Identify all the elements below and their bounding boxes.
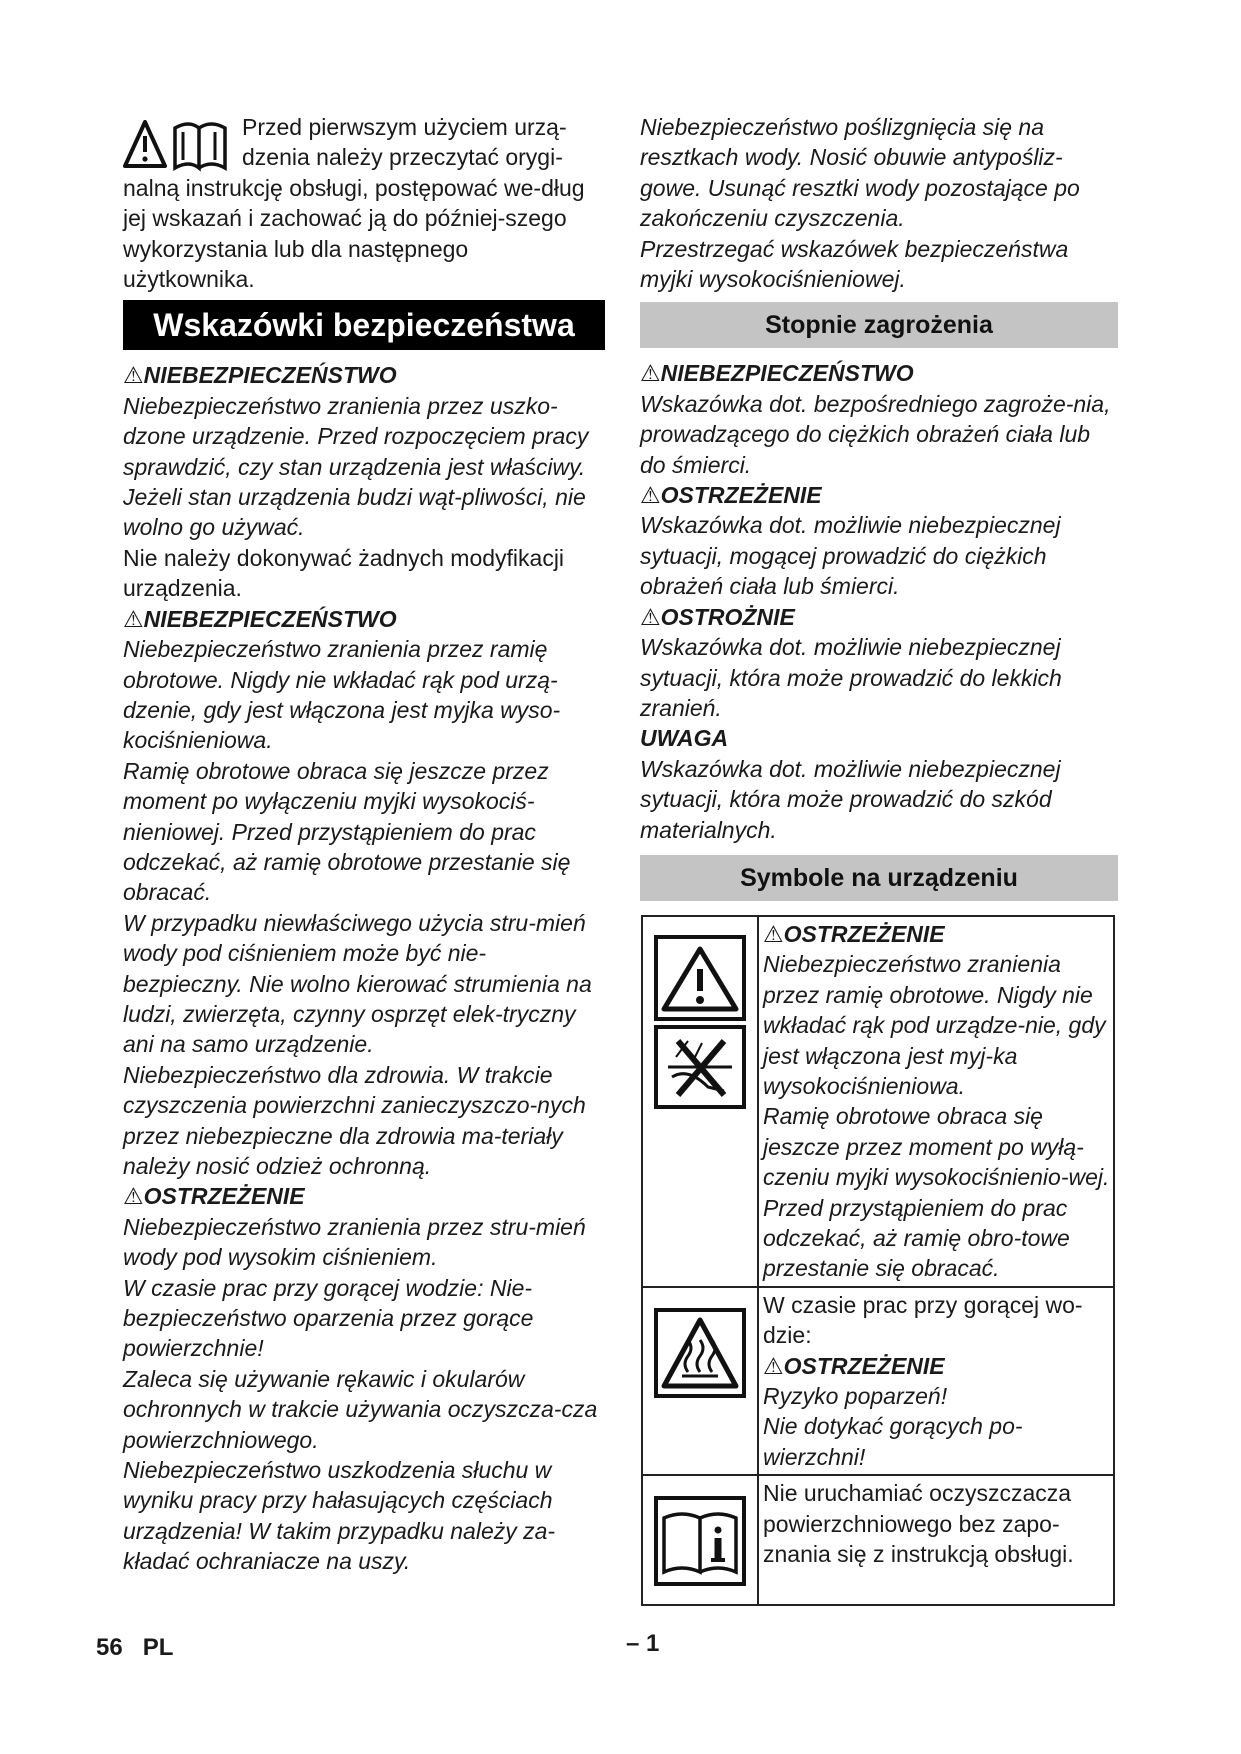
intro-line-1: Przed pierwszym użyciem urzą- (242, 114, 567, 140)
read-manual-icon (648, 1484, 752, 1594)
warning-triangle-icon: ⚠ (640, 482, 661, 509)
warning-manual-icon (123, 116, 231, 174)
warning-triangle-icon: ⚠ (640, 360, 661, 387)
table-row (642, 916, 1114, 1287)
level-notice-label: UWAGA (640, 725, 729, 752)
warning-label-1: ⚠OSTRZEŻENIE (123, 1183, 305, 1210)
symbol-description (758, 916, 1114, 1287)
intro-line-2: dzenia należy przeczytać orygi- (242, 144, 563, 171)
danger-text-2c: W przypadku niewłaściwego użycia stru-mień wody pod ciśnieniem może być nie-bezpieczny. Nie wolno kierować strumienia na ludzi, zwierzęta, czynny osprzęt elek-tryczny ani na samo urządzenie. (123, 909, 592, 1058)
symbol-text-1b: Ramię obrotowe obraca się jeszcze przez moment po wyłą-czeniu myjki wysokociśnienio-wej. Przed przystąpieniem do prac odczekać, aż ramię obro-towe przestanie się obracać. (763, 1103, 1110, 1282)
level-danger-text: Wskazówka dot. bezpośredniego zagroże-nia, prowadzącego do ciężkich obrażeń ciała lub do śmierci. (640, 390, 1111, 478)
danger-label-2: ⚠NIEBEZPIECZEŃSTWO (123, 605, 397, 632)
symbol-description (758, 1475, 1114, 1605)
danger-text-1: Niebezpieczeństwo zranienia przez uszko-dzone urządzenie. Przed rozpoczęciem pracy sprawdzić, czy stan urządzenia jest właściwy. Jeżeli stan urządzenia budzi wąt-pliwości, nie wolno go używać. (123, 392, 589, 541)
symbol-description (758, 1287, 1114, 1475)
danger-label-1: ⚠NIEBEZPIECZEŃSTWO (123, 362, 397, 389)
symbol-cell (642, 916, 758, 1287)
level-warning-label: ⚠OSTRZEŻENIE (640, 482, 822, 509)
table-row (642, 1287, 1114, 1475)
right-column (640, 112, 1118, 1606)
level-notice-text: Wskazówka dot. możliwie niebezpiecznej sytuacji, która może prowadzić do szkód materialnych. (640, 755, 1061, 843)
symbols-table (641, 915, 1115, 1606)
pressure-washer-note: Przestrzegać wskazówek bezpieczeństwa myjki wysokociśnieniowej. (640, 235, 1069, 293)
warning-text-1a: Niebezpieczeństwo zranienia przez stru-mień wody pod wysokim ciśnieniem. (123, 1213, 586, 1271)
section-heading-safety: Wskazówki bezpieczeństwa (123, 300, 605, 350)
level-caution-label: ⚠OSTROŻNIE (640, 603, 795, 630)
warning-text-1d: Niebezpieczeństwo uszkodzenia słuchu w wyniku pracy przy hałasujących częściach urządzenia! W takim przypadku należy za-kładać ochraniacze na uszy. (123, 1457, 556, 1575)
symbol-warning-label: ⚠OSTRZEŻENIE (763, 920, 945, 947)
intro-text: nalną instrukcję obsługi, postępować we-dług jej wskazań i zachować ją do później-szego wykorzystania lub dla następnego użytkownika. (123, 174, 585, 293)
symbol-cell (642, 1287, 758, 1475)
symbol-text-2a: Ryzyko poparzeń! (763, 1383, 948, 1410)
warning-triangle-icon: ⚠ (123, 1183, 144, 1210)
warning-triangle-icon: ⚠ (123, 605, 144, 632)
warning-text-1c: Zaleca się używanie rękawic i okularów ochronnych w trakcie używania oczyszcza-cza powierzchniowego. (123, 1365, 598, 1453)
modification-note: Nie należy dokonywać żadnych modyfikacji urządzenia. (123, 544, 565, 602)
page-number: 56 (96, 1634, 123, 1661)
level-warning-text: Wskazówka dot. możliwie niebezpiecznej sytuacji, mogącej prowadzić do ciężkich obrażeń ciała lub śmierci. (640, 512, 1061, 600)
section-heading-symbols: Symbole na urządzeniu (640, 855, 1118, 901)
level-danger-label: ⚠NIEBEZPIECZEŃSTWO (640, 360, 914, 387)
level-caution-text: Wskazówka dot. możliwie niebezpiecznej sytuacji, która może prowadzić do lekkich zranień. (640, 634, 1062, 721)
warning-triangle-icon: ⚠ (123, 362, 144, 389)
symbol-cell (642, 1475, 758, 1605)
warning-triangle-icon: ⚠ (763, 1352, 784, 1379)
symbol-text-3: Nie uruchamiać oczyszczacza powierzchniowego bez zapo-znania się z instrukcją obsługi. (763, 1480, 1074, 1568)
symbol-text-2b: Nie dotykać gorących po-wierzchni! (763, 1413, 1023, 1470)
intro-block (123, 112, 605, 294)
danger-text-2d: Niebezpieczeństwo dla zdrowia. W trakcie czyszczenia powierzchni zanieczyszczo-nych przez niebezpieczne dla zdrowia ma-teriały należy nosić odzież ochronną. (123, 1061, 586, 1179)
table-row (642, 1475, 1114, 1605)
hot-surface-icon (648, 1306, 752, 1406)
warning-text-1b: W czasie prac przy gorącej wodzie: Nie-bezpieczeństwo oparzenia przez gorące powierzchnie! (123, 1274, 534, 1362)
symbol-text-1a: Niebezpieczeństwo zranienia przez ramię obrotowe. Nigdy nie wkładać rąk pod urządze-nie, gdy jest włączona jest myj-ka wysokociśnieniowa. (763, 951, 1106, 1099)
section-heading-hazard-levels: Stopnie zagrożenia (640, 302, 1118, 348)
danger-text-2a: Niebezpieczeństwo zranienia przez ramię obrotowe. Nigdy nie wkładać rąk pod urzą-dzenie, gdy jest włączona jest myjka wyso-kociśnieniowa. (123, 636, 561, 754)
danger-text-2b: Ramię obrotowe obraca się jeszcze przez moment po wyłączeniu myjki wysokociś-nieniowej. Przed przystąpieniem do prac odczekać, aż ramię obrotowe przestanie się obracać. (123, 757, 571, 906)
rotating-arm-warning-icon (648, 917, 752, 1113)
warning-triangle-icon: ⚠ (763, 920, 784, 947)
slip-hazard-text: Niebezpieczeństwo poślizgnięcia się na resztkach wody. Nosić obuwie antypośliz-gowe. Usunąć resztki wody pozostające po zakończeniu czyszczenia. (640, 114, 1080, 232)
warning-triangle-icon: ⚠ (640, 603, 661, 630)
page-footer (96, 1634, 173, 1662)
language-code: PL (142, 1634, 174, 1661)
left-column (123, 112, 605, 1577)
symbol-warning-label: ⚠OSTRZEŻENIE (763, 1352, 945, 1379)
page-dash-marker: – 1 (626, 1630, 660, 1657)
symbol-text-2-plain: W czasie prac przy gorącej wo-dzie: (763, 1291, 1083, 1349)
